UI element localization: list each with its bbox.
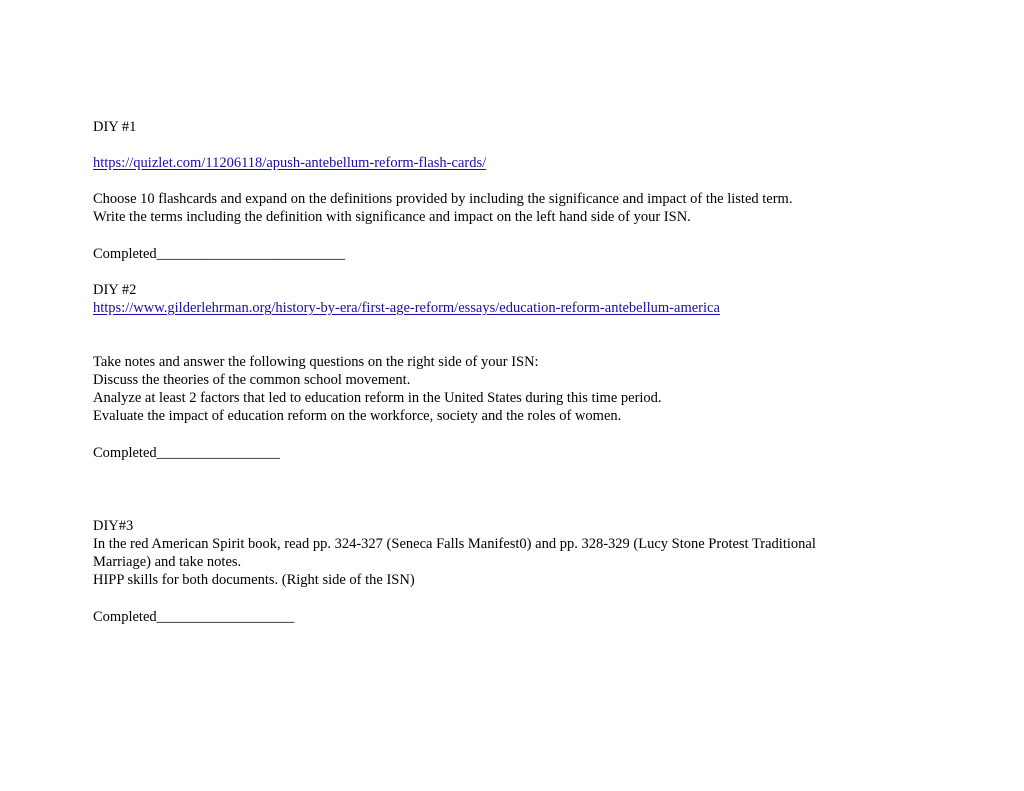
diy1-quizlet-link[interactable]: https://quizlet.com/11206118/apush-antebellum-reform-flash-cards/ bbox=[93, 155, 487, 171]
diy2-completed: Completed_________________ bbox=[93, 445, 280, 461]
diy2-title: DIY #2 bbox=[93, 282, 137, 298]
diy2-instruction-2: Discuss the theories of the common school movement. bbox=[93, 372, 411, 388]
diy2-gilderlehrman-link[interactable]: https://www.gilderlehrman.org/history-by-era/first-age-reform/essays/education-reform-antebellum-america bbox=[93, 300, 720, 316]
diy3-instruction-3: HIPP skills for both documents. (Right side of the ISN) bbox=[93, 572, 415, 588]
diy3-completed: Completed___________________ bbox=[93, 609, 295, 625]
diy1-instruction-1: Choose 10 flashcards and expand on the definitions provided by including the significance and impact of the listed term. bbox=[93, 191, 793, 207]
diy2-instruction-3: Analyze at least 2 factors that led to education reform in the United States during this time period. bbox=[93, 390, 662, 406]
diy3-title: DIY#3 bbox=[93, 518, 134, 534]
diy1-title: DIY #1 bbox=[93, 119, 137, 135]
diy3-instruction-1: In the red American Spirit book, read pp. 324-327 (Seneca Falls Manifest0) and pp. 328-329 (Lucy Stone Protest Traditional bbox=[93, 536, 816, 552]
diy2-instruction-1: Take notes and answer the following questions on the right side of your ISN: bbox=[93, 354, 539, 370]
diy1-instruction-2: Write the terms including the definition with significance and impact on the left hand side of your ISN. bbox=[93, 209, 691, 225]
diy2-instruction-4: Evaluate the impact of education reform on the workforce, society and the roles of women. bbox=[93, 408, 622, 424]
diy3-instruction-2: Marriage) and take notes. bbox=[93, 554, 242, 570]
diy1-completed: Completed__________________________ bbox=[93, 246, 346, 262]
